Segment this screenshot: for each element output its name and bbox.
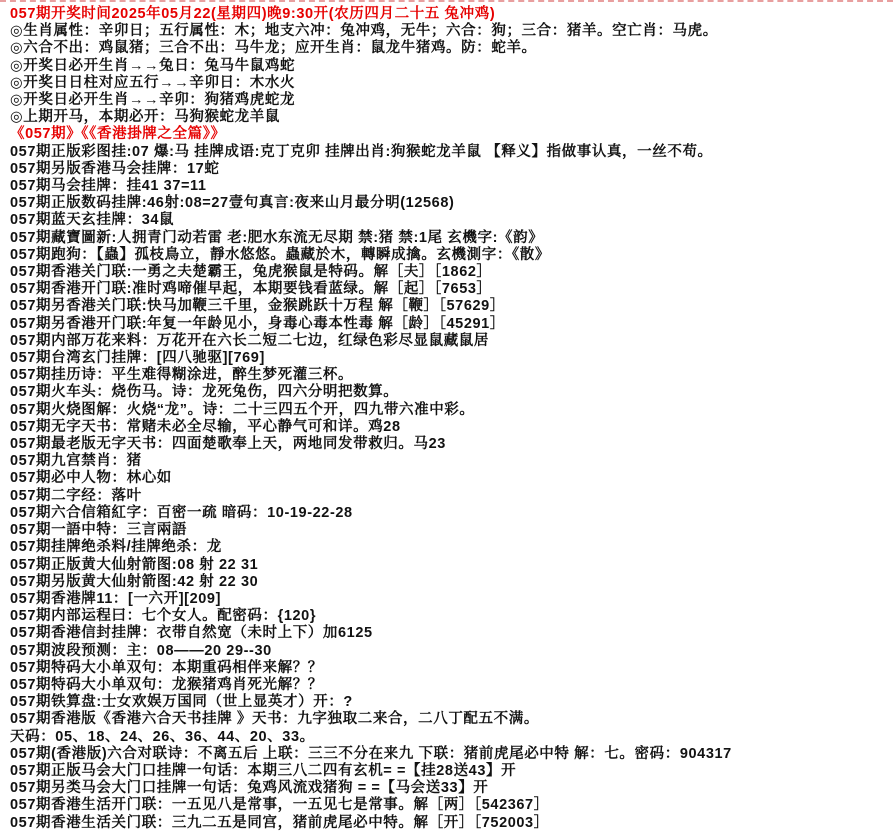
info-line: ◎生肖属性：辛卯日；五行属性：木；地支六冲：兔冲鸡，无牛；六合：狗；三合：猪羊。空亡肖：马虎。 — [10, 23, 718, 40]
info-line: 057期藏寶圖新:人拥青门动若雷 老:肥水东流无尽期 禁:猪 禁:1尾 玄機字:《韵》 — [10, 229, 544, 246]
info-line: 057期挂牌绝杀料/挂牌绝杀：龙 — [10, 539, 222, 556]
info-line: ◎六合不出：鸡鼠猪；三合不出：马牛龙；应开生肖：鼠龙牛猪鸡。防：蛇羊。 — [10, 40, 537, 57]
info-line: 057期香港生活开门联：一五见八是常事，一五见七是常事。解［两］［542367］ — [10, 797, 549, 814]
info-line: 057期台湾玄门挂牌：[四八驰驱][769] — [10, 350, 265, 367]
info-line: 057期正版数码挂牌:46射:08=27壹句真言:夜来山月最分明(12568) — [10, 195, 455, 212]
info-line: 057期另版香港马会挂牌：17蛇 — [10, 160, 220, 177]
info-line: 057期六合信箱紅字：百密一疏 暗码：10-19-22-28 — [10, 504, 353, 521]
info-line: 057期香港开门联:准时鸡啼催早起，本期要钱看蓝绿。解［起］［7653］ — [10, 281, 492, 298]
info-line: 057期正版黄大仙射箭图:08 射 22 31 — [10, 556, 259, 573]
info-line: 057期挂历诗：平生难得糊涂进，醉生梦死灌三杯。 — [10, 367, 354, 384]
info-line: 057期开奖时间2025年05月22(星期四)晚9:30开(农历四月二十五 兔冲鸡) — [10, 6, 496, 22]
info-line: 057期香港生活关门联：三九二五是同宫，猪前虎尾必中特。解［开］［752003］ — [10, 814, 549, 831]
info-line: 057期九宫禁肖：猪 — [10, 453, 142, 470]
info-line: 057期蓝天玄挂牌：34鼠 — [10, 212, 175, 229]
info-line: 057期正版彩图挂:07 爆:马 挂牌成语:克丁克卯 挂牌出肖:狗猴蛇龙羊鼠 【释义】指做事认真，一丝不苟。 — [10, 143, 713, 160]
info-line: ◎开奖日日柱对应五行→→辛卯日：木水火 — [10, 74, 296, 91]
info-line: 057期火烧图解：火烧“龙”。诗：二十三四五个开，四九带六准中彩。 — [10, 401, 475, 418]
info-line: 057期内部运程曰：七个女人。配密码：{120} — [10, 608, 317, 625]
info-line: 057期特码大小单双句：龙猴猪鸡肖死光解？？ — [10, 676, 323, 693]
info-line: 057期香港牌11：[一六开][209] — [10, 590, 222, 607]
info-line: 057期另香港开门联:年复一年龄见小，身毒心毒本性毒 解［龄］［45291］ — [10, 315, 505, 332]
info-line: 057期波段预测：主：08——20 29--30 — [10, 642, 272, 659]
info-line: 057期最老版无字天书：四面楚歌奉上天，两地同发带救归。马23 — [10, 436, 446, 453]
info-line: ◎上期开马，本期必开：马狗猴蛇龙羊鼠 — [10, 109, 280, 126]
info-line: ◎开奖日必开生肖→→兔日：兔马牛鼠鸡蛇 — [10, 57, 296, 74]
info-line: 057期无字天书：常赌未必全尽输，平心静气可和详。鸡28 — [10, 418, 401, 435]
info-line: 057期正版马会大门口挂牌一句话：本期三八二四有玄机= =【挂28送43】开 — [10, 762, 517, 779]
info-line: 057期香港信封挂牌：衣带自然宽（未时上下）加6125 — [10, 625, 373, 642]
info-line: 057期特码大小单双句：本期重码相伴来解？？ — [10, 659, 323, 676]
info-line: 《057期》《《香港掛牌之全篇》》 — [10, 126, 226, 143]
info-line: 057期火车头：烧伤马。诗：龙死兔伤，四六分明把数算。 — [10, 384, 399, 401]
info-line: 057期另香港关门联:快马加鞭三千里，金猴跳跃十万程 解［鞭］［57629］ — [10, 298, 505, 315]
info-line: 057期一語中特：三言兩語 — [10, 522, 187, 539]
info-line: 057期必中人物：林心如 — [10, 470, 172, 487]
info-line: 057期二字经：落叶 — [10, 487, 142, 504]
info-line: 057期马会挂牌：挂41 37=11 — [10, 178, 207, 195]
info-line: 天码：05、18、24、26、36、44、20、33。 — [10, 728, 315, 745]
info-line: 057期香港版《香港六合天书挂牌 》天书：九字独取二来合，二八丁配五不满。 — [10, 711, 539, 728]
lottery-info-list — [10, 6, 889, 832]
info-line: 057期另版黄大仙射箭图:42 射 22 30 — [10, 573, 259, 590]
info-line: 057期跑狗：【蟲】孤枝鳥立，靜水悠悠。蟲藏於木，轉瞬成擒。玄機測字：《散》 — [10, 246, 550, 263]
info-line: ◎开奖日必开生肖→→辛卯：狗猪鸡虎蛇龙 — [10, 92, 296, 109]
info-line: 057期铁算盘:士女欢娱万国同（世上显英才）开：? — [10, 694, 353, 711]
info-line: 057期另类马会大门口挂牌一句话：兔鸡风流戏猪狗 = =【马会送33】开 — [10, 780, 489, 797]
info-line: 057期内部万花来料：万花开在六长二短二七边，红绿色彩尽显鼠藏鼠居 — [10, 332, 489, 349]
info-line: 057期(香港版)六合对联诗：不离五后 上联：三三不分在来九 下联：猪前虎尾必中特 解：七。密码：904317 — [10, 745, 732, 762]
info-line: 057期香港关门联:一勇之夫楚霸王，兔虎猴鼠是特码。解［夫］［1862］ — [10, 264, 492, 281]
